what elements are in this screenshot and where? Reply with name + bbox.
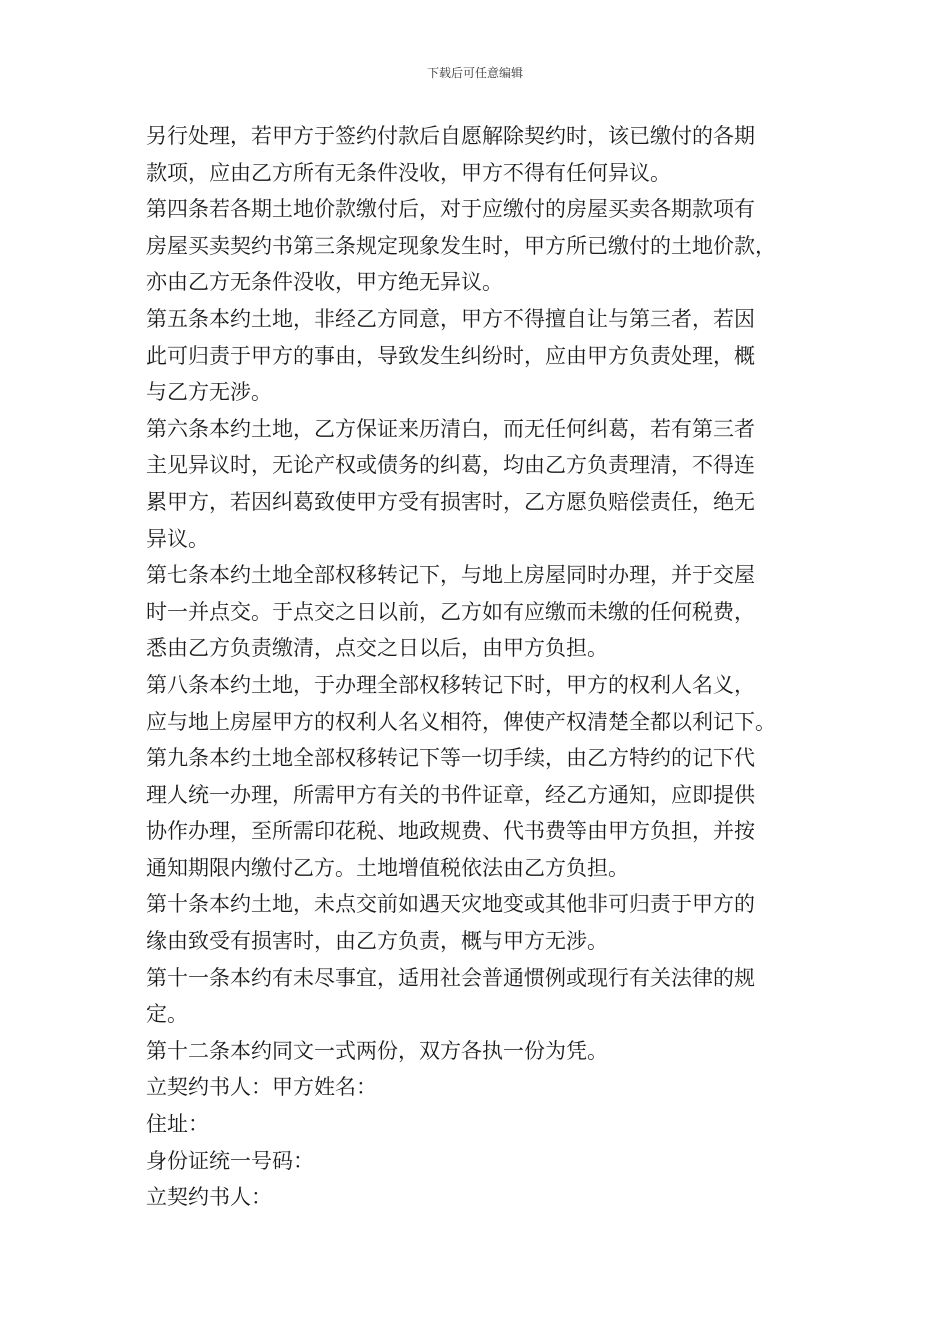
text-line: 另行处理，若甲方于签约付款后自愿解除契约时，该已缴付的各期 [146,124,755,148]
id-number-label: 身份证统一号码： [146,1148,314,1173]
text-line: 第五条本约土地，非经乙方同意，甲方不得擅自让与第三者，若因 [146,306,755,331]
address-label: 住址： [146,1112,209,1137]
text-line: 悉由乙方负责缴清，点交之日以后，由甲方负担。 [146,636,608,661]
text-line: 协作办理，至所需印花税、地政规费、代书费等由甲方负担，并按 [146,819,755,844]
text-line: 第十条本约土地，未点交前如遇天灾地变或其他非可归责于甲方的 [146,892,755,917]
text-line: 第十一条本约有未尽事宜，适用社会普通惯例或现行有关法律的规 [146,965,755,990]
text-line: 主见异议时，无论产权或债务的纠葛，均由乙方负责理清，不得连 [146,453,755,478]
text-line: 此可归责于甲方的事由，导致发生纠纷时，应由甲方负责处理，概 [146,343,755,368]
text-line: 第七条本约土地全部权移转记下，与地上房屋同时办理，并于交屋 [146,563,755,588]
document-body [146,118,826,1216]
text-line: 应与地上房屋甲方的权利人名义相符，俾使产权清楚全都以利记下。 [146,709,776,734]
signatory-label: 立契约书人： [146,1185,272,1210]
text-line: 与乙方无涉。 [146,380,272,405]
text-line: 理人统一办理，所需甲方有关的书件证章，经乙方通知，应即提供 [146,782,755,807]
text-line: 第九条本约土地全部权移转记下等一切手续，由乙方特约的记下代 [146,746,755,771]
text-line: 款项，应由乙方所有无条件没收，甲方不得有任何异议。 [146,160,671,185]
text-line: 亦由乙方无条件没收，甲方绝无异议。 [146,270,503,295]
text-line: 缘由致受有损害时，由乙方负责，概与甲方无涉。 [146,929,608,954]
text-line: 第四条若各期土地价款缴付后，对于应缴付的房屋买卖各期款项有 [146,197,755,222]
text-line: 定。 [146,1002,188,1027]
text-line: 时一并点交。于点交之日以前，乙方如有应缴而未缴的任何税费， [146,599,755,624]
text-line: 第十二条本约同文一式两份，双方各执一份为凭。 [146,1038,608,1063]
text-line: 通知期限内缴付乙方。土地增值税依法由乙方负担。 [146,855,629,880]
text-line: 异议。 [146,526,209,551]
text-line: 第六条本约土地，乙方保证来历清白，而无任何纠葛，若有第三者 [146,416,755,441]
text-line: 累甲方，若因纠葛致使甲方受有损害时，乙方愿负赔偿责任，绝无 [146,489,755,514]
page-header: 下载后可任意编辑 [426,66,523,80]
text-line: 第八条本约土地，于办理全部权移转记下时，甲方的权利人名义， [146,672,755,697]
text-line: 房屋买卖契约书第三条规定现象发生时，甲方所已缴付的土地价款， [146,233,776,258]
signature-party-a-label: 立契约书人：甲方姓名： [146,1075,377,1100]
